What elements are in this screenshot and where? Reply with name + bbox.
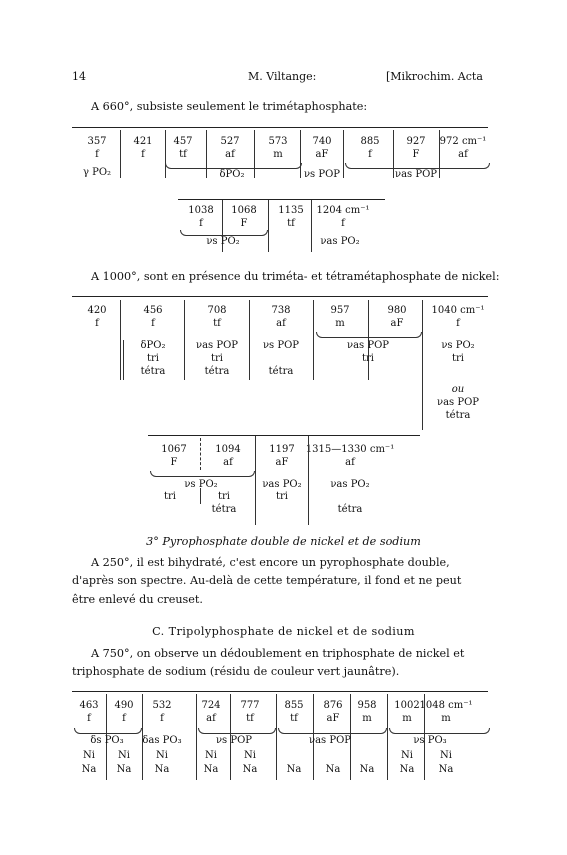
sodium-label: Na: [116, 764, 132, 775]
sodium-label: Na: [154, 764, 170, 775]
intensity-label: f: [368, 149, 372, 160]
wavenumber-value: 740: [312, 136, 332, 147]
intensity-label: af: [345, 457, 355, 468]
column-divider: [200, 438, 201, 470]
intensity-label: tf: [179, 149, 187, 160]
wavenumber-value: 490: [114, 700, 134, 711]
assignment-label: tri: [211, 353, 223, 364]
group-label: νs PO₂: [184, 479, 218, 490]
column-divider: [120, 130, 121, 178]
column-divider: [120, 340, 121, 380]
group-label: νas POP: [308, 735, 351, 746]
section3-para-line3: être enlevé du creuset.: [72, 593, 203, 606]
group-label: δas PO₃: [142, 735, 182, 746]
sodium-label: Na: [359, 764, 375, 775]
wavenumber-value: 1067: [161, 444, 187, 455]
assignment-label: tétra: [140, 366, 166, 377]
nickel-label: Ni: [440, 750, 452, 761]
nickel-label: Ni: [401, 750, 413, 761]
group-brace: [150, 471, 255, 477]
intensity-label: tf: [213, 318, 221, 329]
group-brace: [389, 728, 490, 734]
intensity-label: aF: [326, 713, 340, 724]
sodium-label: Na: [286, 764, 302, 775]
section2-intro: A 1000°, sont en présence du triméta- et tétramétaphosphate de nickel:: [91, 270, 500, 283]
group-label: νs POP: [215, 735, 253, 746]
intensity-label: m: [441, 713, 451, 724]
wavenumber-value: 724: [201, 700, 221, 711]
assignment-label: νas PO₂: [262, 479, 302, 490]
wavenumber-value: 421: [133, 136, 153, 147]
sodium-label: Na: [325, 764, 341, 775]
intensity-label: m: [273, 149, 283, 160]
wavenumber-value: 1315—1330 cm⁻¹: [305, 444, 395, 455]
wavenumber-value: 777: [240, 700, 260, 711]
assignment-label: νas POP: [436, 397, 479, 408]
column-divider: [276, 694, 277, 780]
column-divider: [184, 300, 185, 380]
nickel-label: Ni: [118, 750, 130, 761]
wavenumber-value: 957: [330, 305, 350, 316]
intensity-label: F: [170, 457, 178, 468]
assignment-label: γ PO₂: [82, 167, 112, 178]
table-rule: [72, 296, 488, 297]
group-brace: [278, 728, 387, 734]
assignment-label: tri: [452, 353, 464, 364]
nickel-label: Ni: [244, 750, 256, 761]
group-label: νas POP: [394, 169, 437, 180]
group-label: νs PO₂: [206, 236, 240, 247]
assignment-label: νs POP: [262, 340, 300, 351]
wavenumber-value: 885: [360, 136, 380, 147]
assignment-label: δPO₂: [140, 340, 166, 351]
intensity-label: f: [95, 149, 99, 160]
intensity-label: f: [151, 318, 155, 329]
column-divider: [165, 130, 166, 178]
wavenumber-value: 927: [406, 136, 426, 147]
assignment-label: tétra: [211, 504, 237, 515]
table-rule: [148, 435, 420, 436]
assignment-label: νas PO₂: [330, 479, 370, 490]
intensity-label: m: [402, 713, 412, 724]
wavenumber-value: 1048 cm⁻¹: [419, 700, 473, 711]
table-rule: [72, 127, 488, 128]
intensity-label: aF: [315, 149, 329, 160]
intensity-label: f: [456, 318, 460, 329]
wavenumber-value: 420: [87, 305, 107, 316]
intensity-label: f: [122, 713, 126, 724]
section3-para-line1: A 250°, il est bihydraté, c'est encore un pyrophosphate double,: [91, 556, 450, 569]
assignment-label: tri: [147, 353, 159, 364]
column-divider: [313, 300, 314, 380]
wavenumber-value: 1002: [394, 700, 420, 711]
section4-title: C. Tripolyphosphate de nickel et de sodium: [152, 625, 415, 638]
group-label: νas POP: [346, 340, 389, 351]
assignment-label: tri: [276, 491, 288, 502]
intensity-label: aF: [275, 457, 289, 468]
group-brace: [316, 332, 422, 338]
sodium-label: Na: [203, 764, 219, 775]
section4-para-line2: triphosphate de sodium (résidu de couleur vert jaunâtre).: [72, 665, 400, 678]
column-divider: [387, 694, 388, 780]
nickel-label: Ni: [156, 750, 168, 761]
column-divider: [422, 300, 423, 380]
wavenumber-value: 876: [323, 700, 343, 711]
running-journal: [Mikrochim. Acta: [386, 70, 483, 83]
wavenumber-value: 1135: [278, 205, 304, 216]
intensity-label: tf: [290, 713, 298, 724]
nickel-label: Ni: [83, 750, 95, 761]
intensity-label: f: [199, 218, 203, 229]
wavenumber-value: 958: [357, 700, 377, 711]
assignment-label: tétra: [337, 504, 363, 515]
or-label: ou: [451, 384, 465, 395]
section3-subtitle: 3° Pyrophosphate double de nickel et de sodium: [146, 535, 421, 548]
assignment-label: νs PO₂: [441, 340, 475, 351]
wavenumber-value: 532: [152, 700, 172, 711]
intensity-label: af: [206, 713, 216, 724]
group-label: νs PO₃: [413, 735, 447, 746]
wavenumber-value: 708: [207, 305, 227, 316]
wavenumber-value: 1068: [231, 205, 257, 216]
column-divider: [268, 200, 269, 252]
wavenumber-value: 456: [143, 305, 163, 316]
intensity-label: f: [141, 149, 145, 160]
group-label: νas PO₂: [320, 236, 360, 247]
section1-intro: A 660°, subsiste seulement le trimétaphosphate:: [91, 100, 368, 113]
wavenumber-value: 463: [79, 700, 99, 711]
sodium-label: Na: [438, 764, 454, 775]
sodium-label: Na: [399, 764, 415, 775]
intensity-label: m: [362, 713, 372, 724]
intensity-label: af: [225, 149, 235, 160]
table-rule: [72, 691, 488, 692]
wavenumber-value: 1197: [269, 444, 295, 455]
intensity-label: af: [458, 149, 468, 160]
assignment-label: tétra: [445, 410, 471, 421]
group-label: tri: [362, 353, 374, 364]
column-divider: [123, 340, 124, 380]
intensity-label: af: [223, 457, 233, 468]
group-brace: [74, 728, 142, 734]
column-divider: [249, 300, 250, 380]
intensity-label: f: [95, 318, 99, 329]
wavenumber-value: 972 cm⁻¹: [439, 136, 487, 147]
section4-para-line1: A 750°, on observe un dédoublement en triphosphate de nickel et: [91, 647, 465, 660]
wavenumber-value: 1040 cm⁻¹: [431, 305, 485, 316]
intensity-label: F: [240, 218, 248, 229]
nickel-label: Ni: [205, 750, 217, 761]
wavenumber-value: 855: [284, 700, 304, 711]
intensity-label: af: [276, 318, 286, 329]
intensity-label: m: [335, 318, 345, 329]
intensity-label: aF: [390, 318, 404, 329]
group-label: δPO₂: [219, 169, 245, 180]
group-label: νs POP: [303, 169, 341, 180]
intensity-label: f: [160, 713, 164, 724]
page-number: 14: [72, 70, 86, 83]
wavenumber-value: 573: [268, 136, 288, 147]
wavenumber-value: 457: [173, 136, 193, 147]
wavenumber-value: 1038: [188, 205, 214, 216]
group-brace: [198, 728, 276, 734]
section3-para-line2: d'après son spectre. Au-delà de cette température, il fond et ne peut: [72, 574, 462, 587]
wavenumber-value: 357: [87, 136, 107, 147]
column-divider: [200, 488, 201, 504]
running-author: M. Viltange:: [248, 70, 317, 83]
group-label: δs PO₃: [90, 735, 124, 746]
intensity-label: F: [412, 149, 420, 160]
assignment-label: tétra: [204, 366, 230, 377]
wavenumber-value: 1094: [215, 444, 241, 455]
wavenumber-value: 527: [220, 136, 240, 147]
intensity-label: f: [87, 713, 91, 724]
column-divider: [422, 380, 423, 430]
assignment-label: tri: [164, 491, 176, 502]
wavenumber-value: 1204 cm⁻¹: [316, 205, 370, 216]
intensity-label: f: [341, 218, 345, 229]
intensity-label: tf: [287, 218, 295, 229]
wavenumber-value: 980: [387, 305, 407, 316]
wavenumber-value: 738: [271, 305, 291, 316]
assignment-label: tri: [218, 491, 230, 502]
table-rule: [178, 199, 385, 200]
assignment-label: νas POP: [195, 340, 238, 351]
intensity-label: tf: [246, 713, 254, 724]
sodium-label: Na: [242, 764, 258, 775]
sodium-label: Na: [81, 764, 97, 775]
assignment-label: tétra: [268, 366, 294, 377]
